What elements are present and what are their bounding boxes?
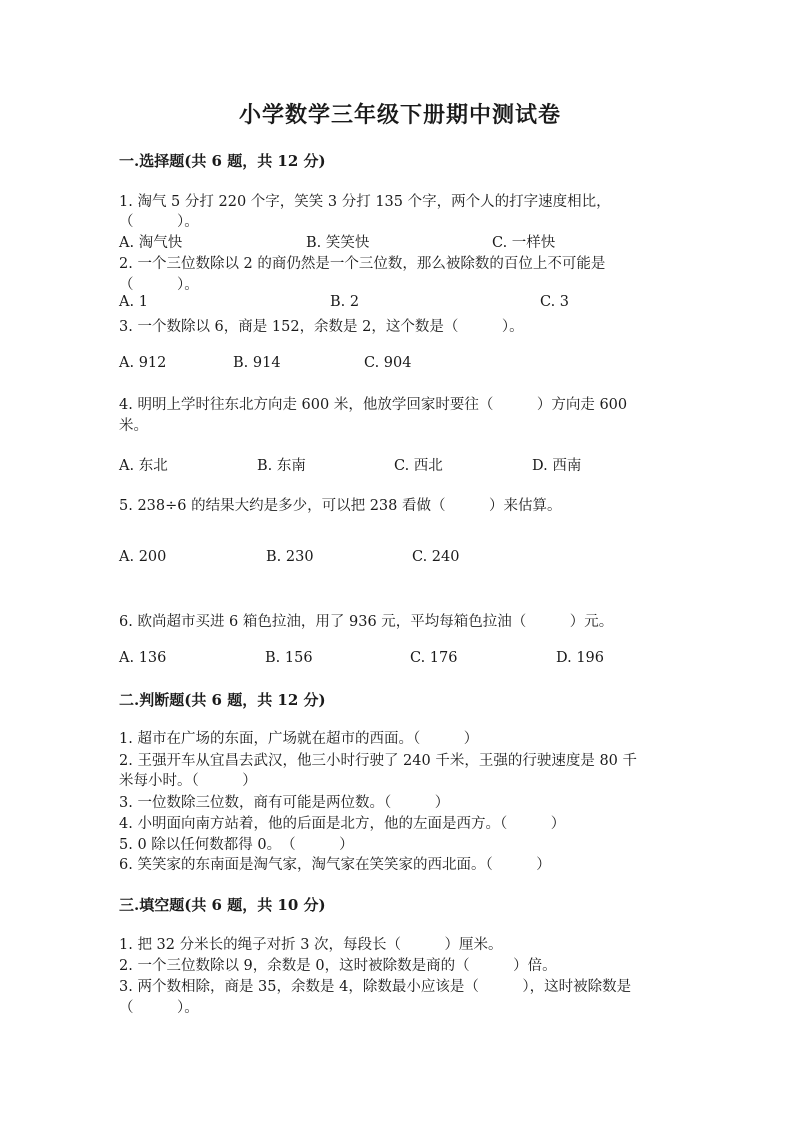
question-text: 4. 明明上学时往东北方向走 600 米，他放学回家时要往（ ）方向走 600 <box>119 397 628 413</box>
fill-blank-text: 3. 两个数相除，商是 35，余数是 4，除数最小应该是（ ），这时被除数是 <box>119 979 632 995</box>
fill-blank-text: 1. 把 32 分米长的绳子对折 3 次，每段长（ ）厘米。 <box>119 937 503 953</box>
statement-text: 米每小时。（ ） <box>119 773 257 789</box>
option: D. 196 <box>556 650 605 666</box>
statement-text: 3. 一位数除三位数，商有可能是两位数。（ ） <box>119 795 450 811</box>
question-text: （ ）。 <box>119 277 199 293</box>
fill-blank-text: 2. 一个三位数除以 9，余数是 0，这时被除数是商的（ ）倍。 <box>119 958 557 974</box>
option: C. 3 <box>540 294 570 310</box>
question-text: （ ）。 <box>119 214 199 230</box>
statement-text: 6. 笑笑家的东南面是淘气家，淘气家在笑笑家的西北面。（ ） <box>119 857 551 873</box>
question-text: 5. 238÷6 的结果大约是多少，可以把 238 看做（ ）来估算。 <box>119 498 562 514</box>
question-text: 3. 一个数除以 6，商是 152，余数是 2，这个数是（ ）。 <box>119 319 524 335</box>
option: B. 东南 <box>257 458 306 474</box>
option: D. 西南 <box>532 458 582 474</box>
option: B. 2 <box>330 294 360 310</box>
option: A. 136 <box>119 650 167 666</box>
statement-text: 2. 王强开车从宜昌去武汉，他三小时行驶了 240 千米，王强的行驶速度是 80 千 <box>119 753 638 769</box>
option: B. 156 <box>265 650 313 666</box>
option: C. 西北 <box>394 458 443 474</box>
question-text: 1. 淘气 5 分打 220 个字，笑笑 3 分打 135 个字，两个人的打字速度相比， <box>119 194 611 210</box>
option: A. 淘气快 <box>119 235 183 251</box>
question-text: 2. 一个三位数除以 2 的商仍然是一个三位数，那么被除数的百位上不可能是 <box>119 256 606 272</box>
option: B. 230 <box>266 549 314 565</box>
fill-blank-text: （ ）。 <box>119 1000 199 1016</box>
option: A. 1 <box>119 294 148 310</box>
section-heading-true-false: 二.判断题(共 6 题，共 12 分) <box>119 691 326 709</box>
question-text: 6. 欧尚超市买进 6 箱色拉油，用了 936 元，平均每箱色拉油（ ）元。 <box>119 614 614 630</box>
section-heading-fill-blank: 三.填空题(共 6 题，共 10 分) <box>119 896 326 914</box>
option: A. 200 <box>119 549 167 565</box>
statement-text: 5. 0 除以任何数都得 0。 （ ） <box>119 837 354 853</box>
option: C. 一样快 <box>492 235 556 251</box>
option: B. 914 <box>233 355 281 371</box>
option: B. 笑笑快 <box>306 235 370 251</box>
question-text: 米。 <box>119 418 148 434</box>
page-title: 小学数学三年级下册期中测试卷 <box>238 102 561 128</box>
option: A. 东北 <box>119 458 168 474</box>
option: C. 904 <box>364 355 412 371</box>
option: C. 240 <box>412 549 460 565</box>
option: C. 176 <box>410 650 458 666</box>
section-heading-choice: 一.选择题(共 6 题，共 12 分) <box>119 152 326 170</box>
option: A. 912 <box>119 355 167 371</box>
statement-text: 1. 超市在广场的东面，广场就在超市的西面。（ ） <box>119 731 479 747</box>
statement-text: 4. 小明面向南方站着，他的后面是北方，他的左面是西方。（ ） <box>119 816 566 832</box>
